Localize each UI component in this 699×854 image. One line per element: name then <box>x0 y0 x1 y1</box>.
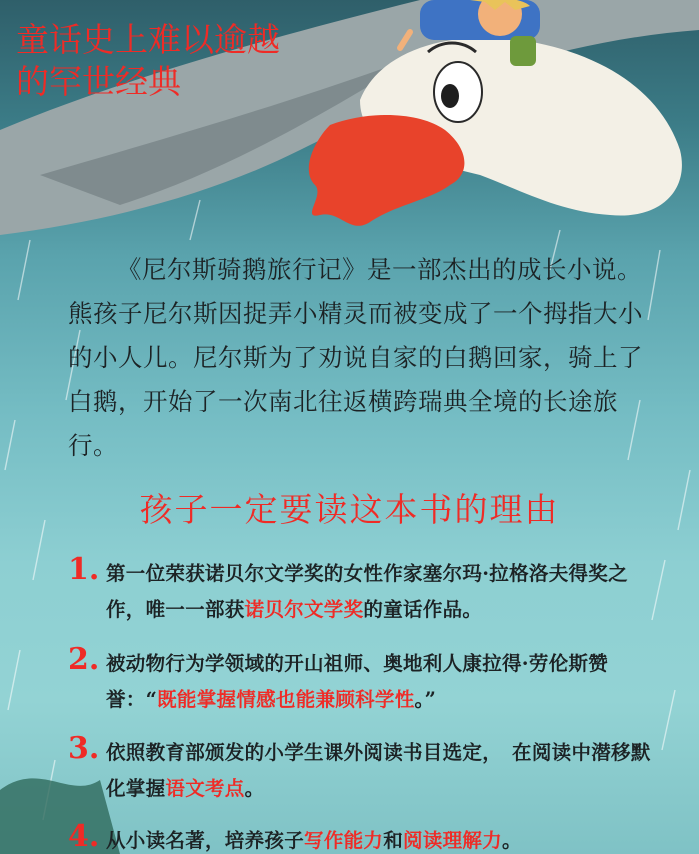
headline-line-1: 童话史上难以逾越 <box>16 20 280 59</box>
reason-text-part: 第一位荣获诺贝尔文学奖的女性作家塞尔玛·拉格洛夫得奖之作，唯一一部获 <box>106 562 628 621</box>
reason-text-part: 从小读名著，培养孩子 <box>106 829 305 852</box>
reason-item-2 <box>68 642 660 718</box>
reason-highlight: 语文考点 <box>165 777 245 800</box>
reason-text-part: 。” <box>414 688 437 711</box>
reason-text-part: 。 <box>502 829 522 852</box>
goose-pupil <box>441 84 459 108</box>
reason-text <box>106 646 660 718</box>
reason-text-part: 依照教育部颁发的小学生课外阅读书目选定， 在阅读中潜移默化掌握 <box>106 741 651 800</box>
reason-text <box>106 823 660 854</box>
reason-number: 4. <box>68 819 100 854</box>
reason-number: 3. <box>68 731 100 766</box>
reason-highlight: 写作能力 <box>304 829 384 852</box>
reason-text <box>106 556 660 628</box>
reason-text-part: 和 <box>383 829 404 852</box>
headline-line-2: 的罕世经典 <box>16 62 181 101</box>
reason-text-part: 。 <box>244 777 265 800</box>
goose-beak <box>309 115 465 226</box>
intro-paragraph: 《尼尔斯骑鹅旅行记》是一部杰出的成长小说。熊孩子尼尔斯因捉弄小精灵而被变成了一个拇指大小的小人儿。尼尔斯为了劝说自家的白鹅回家，骑上了白鹅，开始了一次南北往返横跨瑞典全境的长途旅行。 <box>68 255 643 460</box>
reason-number: 2. <box>68 642 100 677</box>
reason-item-4 <box>68 819 660 854</box>
reason-text <box>106 735 660 807</box>
reason-number: 1. <box>68 552 100 587</box>
reason-highlight: 诺贝尔文学奖 <box>244 598 364 621</box>
reason-highlight: 既能掌握情感也能兼顾科学性 <box>157 688 415 711</box>
reason-text-part: 被动物行为学领域的开山祖师、奥地利人康拉得·劳伦斯赞誉：“ <box>106 652 609 711</box>
reason-highlight: 阅读理解力 <box>403 829 503 852</box>
reasons-title: 孩子一定要读这本书的理由 <box>139 490 560 529</box>
reason-text-part: 的童话作品。 <box>363 598 483 621</box>
reason-item-1 <box>68 552 660 628</box>
reason-item-3 <box>68 731 660 807</box>
